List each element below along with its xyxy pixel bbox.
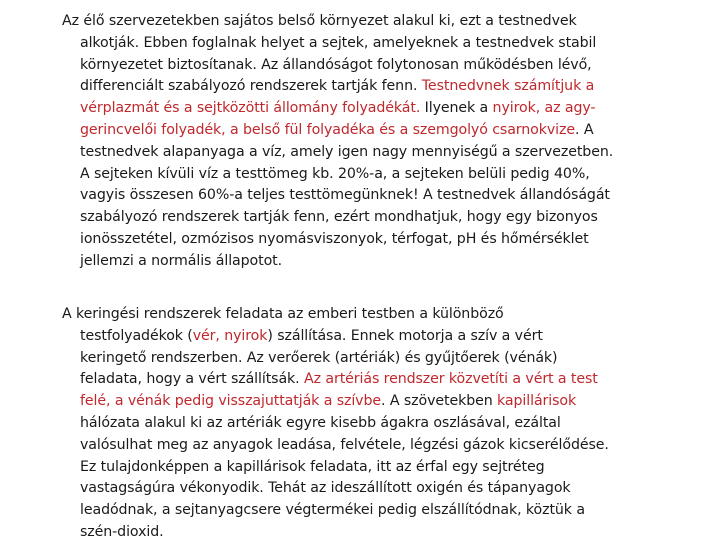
highlighted-text: Az artériás rendszer közvetíti a vért a test	[304, 371, 598, 388]
text-line	[62, 98, 642, 120]
text-line	[62, 11, 642, 33]
text-segment: leadódnak, a sejtanyagcsere végtermékei pedig elszállítódnak, köztük a	[80, 502, 585, 519]
highlighted-text: vér, nyirok	[192, 327, 268, 344]
text-line	[62, 304, 642, 326]
text-segment: testnedvek alapanyaga a víz, amely igen nagy mennyiségű a szervezetben.	[80, 143, 614, 160]
text-segment: keringető rendszerben. Az verőerek (artériák) és gyűjtőerek (vénák)	[80, 349, 558, 366]
text-segment: környezetet biztosítanak. Az állandóságot folytonosan működésben lévő,	[80, 56, 592, 73]
highlighted-text: felé, a vénák pedig visszajuttatják a szívbe	[80, 393, 382, 410]
text-segment: szabályozó rendszerek tartják fenn, ezért mondhatjuk, hogy egy bizonyos	[80, 209, 598, 226]
text-line	[62, 76, 642, 98]
text-line	[62, 348, 642, 370]
text-segment: testfolyadékok (	[80, 327, 193, 344]
text-segment: Az élő szervezetekben sajátos belső környezet alakul ki, ezt a testnedvek	[62, 13, 577, 29]
text-segment: . A szövetekben	[381, 393, 498, 410]
text-segment: Ez tulajdonképpen a kapillárisok feladata, itt az érfal egy sejtréteg	[80, 458, 545, 475]
text-line	[62, 33, 642, 55]
highlighted-text: Testnedvnek számítjuk a	[421, 78, 595, 95]
text-line	[62, 207, 642, 229]
text-segment: A sejteken kívüli víz a testtömeg kb. 20%-a, a sejteken belüli pedig 40%,	[80, 165, 590, 182]
text-segment: szén-dioxid.	[80, 523, 164, 540]
paragraph-circulatory-system	[62, 304, 642, 544]
text-segment: vagyis összesen 60%-a teljes testtömegünknek! A testnedvek állandóságát	[80, 187, 610, 204]
text-line	[62, 457, 642, 479]
text-line	[62, 500, 642, 522]
text-line	[62, 478, 642, 500]
text-line	[62, 185, 642, 207]
text-segment: . A	[575, 121, 594, 138]
text-segment: alkotják. Ebben foglalnak helyet a sejtek, amelyeknek a testnedvek stabil	[80, 34, 597, 51]
text-segment: Ilyenek a	[420, 100, 493, 117]
text-segment: ionösszetétel, ozmózisos nyomásviszonyok, térfogat, pH és hőmérséklet	[80, 230, 589, 247]
text-segment: feladata, hogy a vért szállítsák.	[80, 371, 304, 388]
text-line	[62, 251, 642, 273]
text-segment: jellemzi a normális állapotot.	[80, 252, 283, 269]
text-line	[62, 326, 642, 348]
text-line	[62, 391, 642, 413]
highlighted-text: nyirok, az agy-	[492, 100, 596, 117]
text-segment: vastagságúra vékonyodik. Tehát az ideszállított oxigén és tápanyagok	[80, 480, 571, 497]
paragraph-body-fluids	[62, 11, 642, 273]
text-segment: differenciált szabályozó rendszerek tartják fenn.	[80, 78, 422, 95]
highlighted-text: kapillárisok	[497, 393, 577, 410]
text-line	[62, 229, 642, 251]
text-segment: hálózata alakul ki az artériák egyre kisebb ágakra oszlásával, ezáltal	[80, 414, 561, 431]
highlighted-text: vérplazmát és a sejtközötti állomány folyadékát.	[80, 100, 421, 117]
text-line	[62, 55, 642, 77]
text-segment: ) szállítása. Ennek motorja a szív a vért	[267, 327, 543, 344]
text-line	[62, 522, 642, 544]
text-line	[62, 164, 642, 186]
text-line	[62, 369, 642, 391]
highlighted-text: gerincvelői folyadék, a belső fül folyadéka és a szemgolyó csarnokvize	[80, 121, 575, 138]
text-line	[62, 413, 642, 435]
text-segment: valósulhat meg az anyagok leadása, felvétele, légzési gázok kicserélődése.	[80, 436, 609, 453]
text-line	[62, 142, 642, 164]
text-segment: A keringési rendszerek feladata az emberi testben a különböző	[62, 306, 504, 322]
text-line	[62, 435, 642, 457]
text-line	[62, 120, 642, 142]
